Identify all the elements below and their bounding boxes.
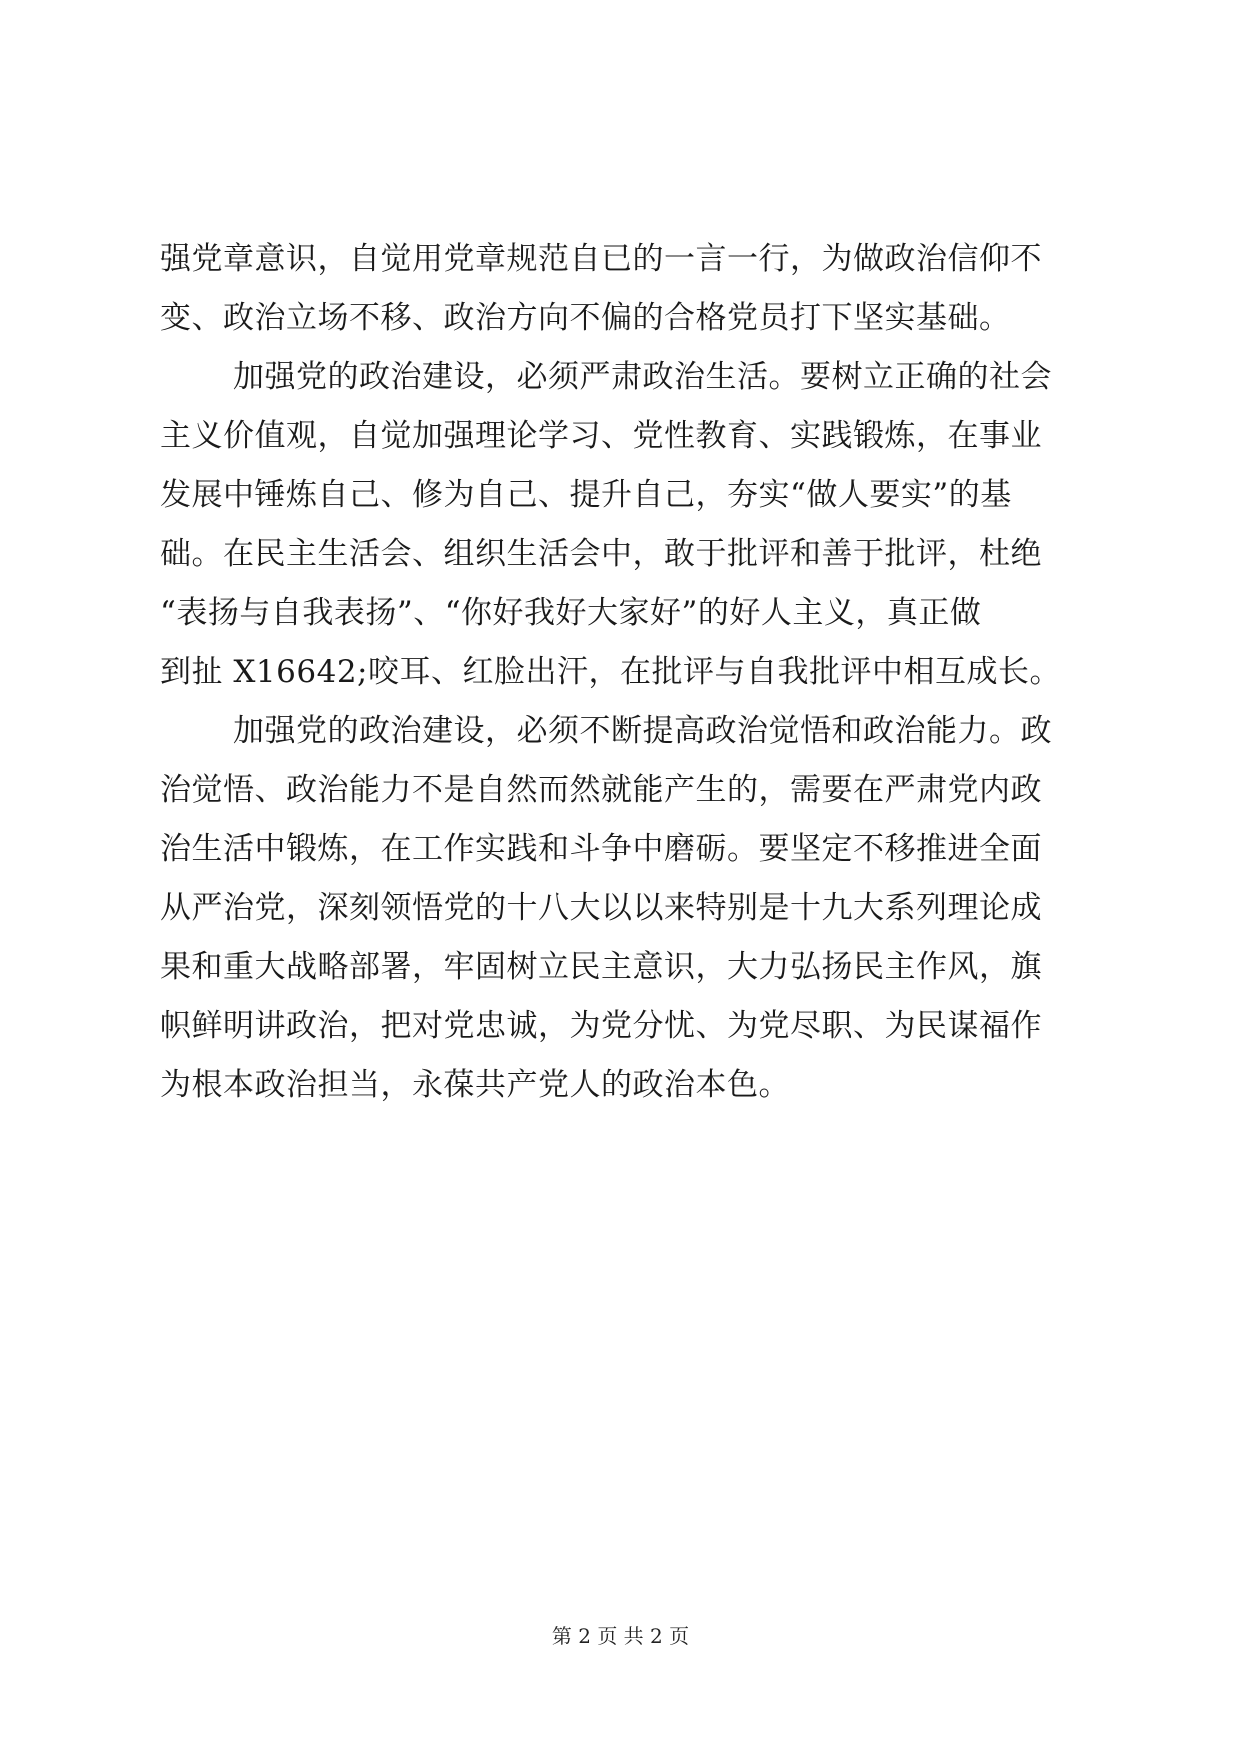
paragraph-first-line: 加强党的政治建设，必须严肃政治生活。要树立正确的社会 bbox=[233, 359, 1052, 395]
text-line: 治觉悟、政治能力不是自然而然就能产生的，需要在严肃党内政 bbox=[160, 772, 1042, 808]
text-line: 为根本政治担当，永葆共产党人的政治本色。 bbox=[160, 1067, 790, 1103]
text-line: 帜鲜明讲政治，把对党忠诚，为党分忧、为党尽职、为民谋福作 bbox=[160, 1008, 1042, 1044]
text-line: 强党章意识，自觉用党章规范自已的一言一行，为做政治信仰不 bbox=[160, 241, 1042, 277]
page-number-label: 第 2 页 共 2 页 bbox=[551, 1624, 690, 1648]
document-body bbox=[160, 230, 1090, 1115]
page-footer bbox=[0, 1620, 1241, 1649]
paragraph-first-line: 加强党的政治建设，必须不断提高政治觉悟和政治能力。政 bbox=[233, 713, 1052, 749]
text-line: 发展中锤炼自己、修为自己、提升自己，夯实“做人要实”的基 bbox=[160, 477, 1012, 513]
text-line: 主义价值观，自觉加强理论学习、党性教育、实践锻炼，在事业 bbox=[160, 418, 1042, 454]
text-line: 到扯 X16642;咬耳、红脸出汗，在批评与自我批评中相互成长。 bbox=[160, 654, 1061, 690]
text-line: 础。在民主生活会、组织生活会中，敢于批评和善于批评，杜绝 bbox=[160, 536, 1042, 572]
text-line: 治生活中锻炼，在工作实践和斗争中磨砺。要坚定不移推进全面 bbox=[160, 831, 1042, 867]
text-line: 从严治党，深刻领悟党的十八大以以来特别是十九大系列理论成 bbox=[160, 890, 1042, 926]
text-line: “表扬与自我表扬”、“你好我好大家好”的好人主义，真正做 bbox=[160, 595, 982, 631]
text-line: 果和重大战略部署，牢固树立民主意识，大力弘扬民主作风，旗 bbox=[160, 949, 1042, 985]
text-line: 变、政治立场不移、政治方向不偏的合格党员打下坚实基础。 bbox=[160, 300, 1011, 336]
